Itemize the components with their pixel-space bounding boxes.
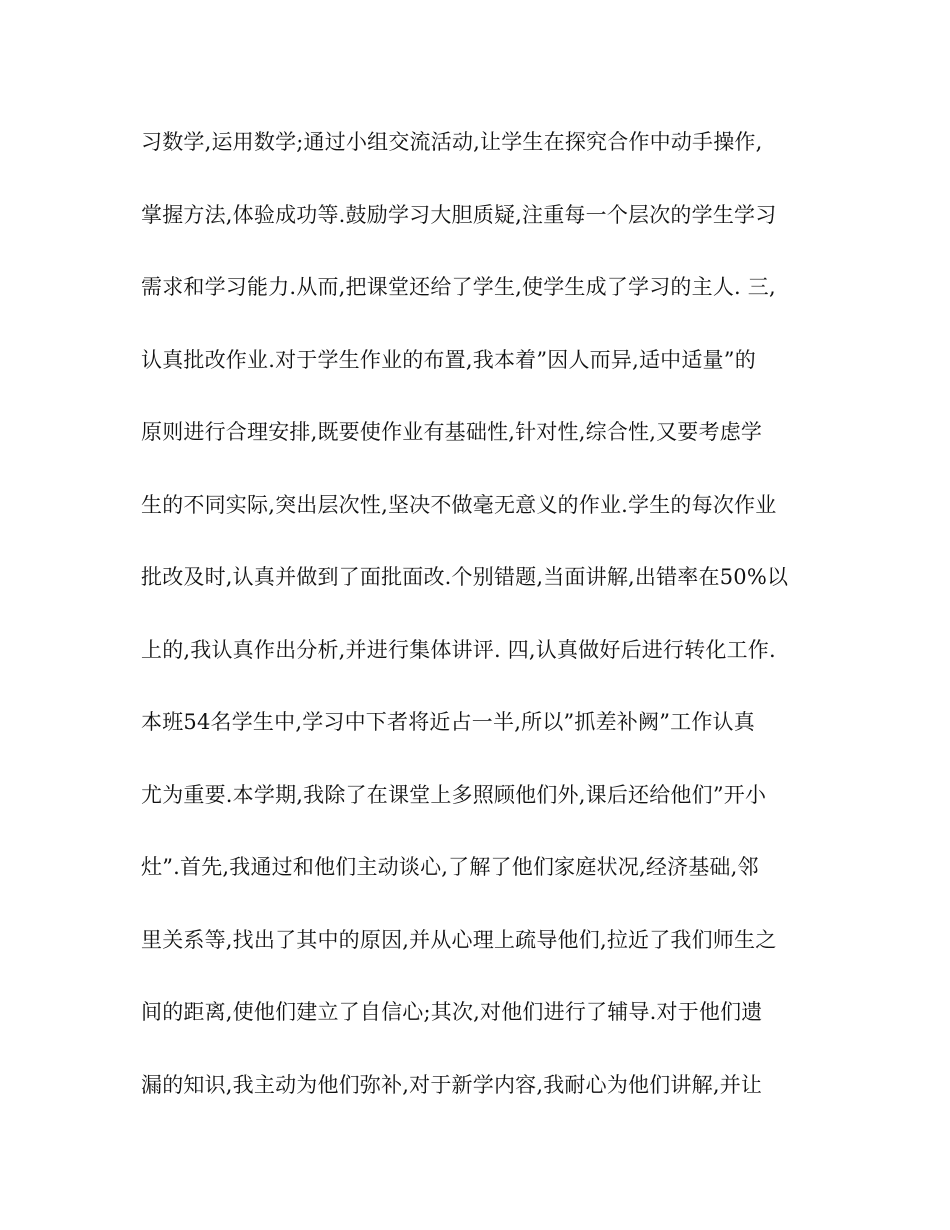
- text-line: 掌握方法,体验成功等.鼓励学习大胆质疑,注重每一个层次的学生学习: [141, 202, 777, 227]
- text-line: 原则进行合理安排,既要使作业有基础性,针对性,综合性,又要考虑学: [141, 420, 763, 444]
- text-line: 灶”.首先,我通过和他们主动谈心,了解了他们家庭状况,经济基础,邻: [141, 855, 759, 879]
- body-text: [141, 120, 821, 1135]
- text-line: 里关系等,找出了其中的原因,并从心理上疏导他们,拉近了我们师生之: [141, 927, 777, 952]
- text-line: 间的距离,使他们建立了自信心;其次,对他们进行了辅导.对于他们遗: [141, 1000, 763, 1024]
- text-line: 漏的知识,我主动为他们弥补,对于新学内容,我耐心为他们讲解,并让: [141, 1072, 763, 1097]
- text-line: 尤为重要.本学期,我除了在课堂上多照顾他们外,课后还给他们”开小: [141, 782, 767, 807]
- text-line: 本班54名学生中,学习中下者将近占一半,所以”抓差补阙”工作认真: [141, 710, 755, 734]
- text-line: 习数学,运用数学;通过小组交流活动,让学生在探究合作中动手操作,: [141, 130, 763, 154]
- text-line: 生的不同实际,突出层次性,坚决不做毫无意义的作业.学生的每次作业: [141, 492, 777, 517]
- text-line: 上的,我认真作出分析,并进行集体讲评. 四,认真做好后进行转化工作.: [141, 637, 776, 662]
- text-line: 批改及时,认真并做到了面批面改.个别错题,当面讲解,出错率在50%以: [141, 565, 789, 589]
- text-line: 认真批改作业.对于学生作业的布置,我本着”因人而异,适中适量”的: [141, 347, 756, 372]
- text-line: 需求和学习能力.从而,把课堂还给了学生,使学生成了学习的主人. 三,: [141, 275, 776, 299]
